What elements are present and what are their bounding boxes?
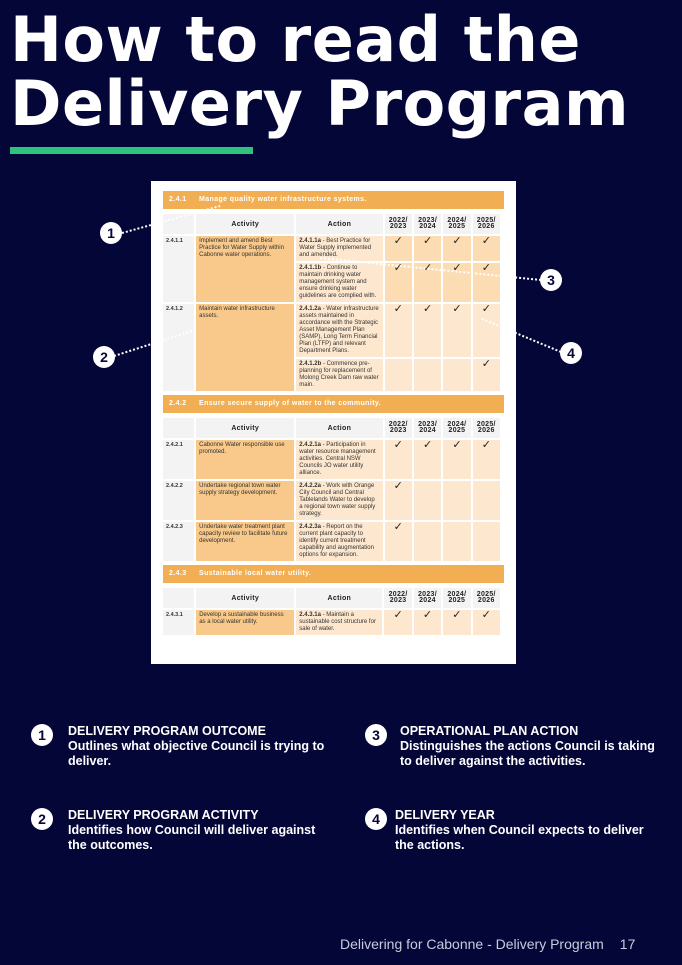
table-row: 2.4.2.3 Undertake water treatment plant capacity review to facilitate future development. 2.4.2.3a - Report on the current plant capacity to identify current treatment capability and augmentation options for expansion. ✓: [163, 522, 500, 561]
page-footer: [340, 936, 635, 952]
check-icon: ✓: [385, 304, 412, 357]
callout-line-1: [122, 206, 220, 233]
legend-heading: DELIVERY PROGRAM OUTCOME: [68, 724, 266, 738]
check-icon: ✓: [414, 263, 441, 302]
check-icon: ✓: [384, 610, 411, 635]
check-icon: ✓: [473, 359, 500, 391]
check-icon: ✓: [385, 263, 412, 302]
callout-marker-1: 1: [100, 222, 122, 244]
table-header-row: Activity Action 2022/ 2023 2023/ 2024 2024/ 2025 2025/ 2026: [163, 588, 500, 608]
callout-line-2: [114, 330, 195, 356]
legend-number: 4: [365, 808, 387, 830]
check-icon: ✓: [443, 440, 470, 479]
check-icon: ✓: [414, 610, 441, 635]
check-icon: ✓: [414, 304, 441, 357]
footer-text: Delivering for Cabonne - Delivery Program: [340, 936, 604, 952]
callout-line-4: [480, 318, 561, 352]
check-icon: ✓: [414, 440, 441, 479]
check-icon: ✓: [443, 236, 470, 261]
check-icon: ✓: [473, 236, 500, 261]
title-line-1: How to read the: [10, 3, 581, 76]
legend-text: Distinguishes the actions Council is taking to deliver against the activities.: [400, 739, 655, 768]
table-row: 2.4.1.1 Implement and amend Best Practice for Water Supply within Cabonne water operations. 2.4.1.1a - Best Practice for Water Supply implemented and amended. ✓ ✓ ✓ ✓: [163, 236, 500, 261]
callout-marker-2: 2: [93, 346, 115, 368]
legend-number: 1: [31, 724, 53, 746]
table-row: 2.4.1.2b - Commence pre-planning for replacement of Molong Creek Dam raw water main. ✓: [163, 359, 500, 391]
check-icon: ✓: [385, 522, 412, 561]
check-icon: ✓: [385, 236, 412, 261]
check-icon: ✓: [385, 440, 412, 479]
check-icon: ✓: [414, 236, 441, 261]
check-icon: ✓: [443, 263, 470, 302]
section-header: 2.4.1 Manage quality water infrastructure systems.: [163, 191, 504, 209]
legend-text: Identifies how Council will deliver against the outcomes.: [68, 823, 316, 852]
table-row: 2.4.1.1b - Continue to maintain drinking water management system and ensure drinking water guidelines are complied with. ✓ ✓ ✓ ✓: [163, 263, 500, 302]
table-row: 2.4.2.2 Undertake regional town water supply strategy development. 2.4.2.2a - Work with Orange City Council and Central Tablelands Water to develop a regional town water supply strategy. ✓: [163, 481, 500, 520]
section-header: 2.4.3 Sustainable local water utility.: [163, 565, 504, 583]
title-line-2: Delivery Program: [10, 67, 630, 140]
table-row: 2.4.3.1 Develop a sustainable business as a local water utility. 2.4.3.1a - Maintain a sustainable cost structure for sale of water. ✓ ✓ ✓ ✓: [163, 610, 500, 635]
legend-number: 2: [31, 808, 53, 830]
callout-line-3: [320, 258, 541, 280]
callout-marker-4: 4: [560, 342, 582, 364]
legend-heading: DELIVERY PROGRAM ACTIVITY: [68, 808, 259, 822]
check-icon: ✓: [473, 610, 500, 635]
callout-marker-3: 3: [540, 269, 562, 291]
table-header-row: Activity Action 2022/ 2023 2023/ 2024 2024/ 2025 2025/ 2026: [163, 418, 500, 438]
table-row: 2.4.1.2 Maintain water infrastructure assets. 2.4.1.2a - Water infrastructure assets maintained in accordance with the Strategic Asset Management Plan (SAMP), Long Term Financial Plan (LTFP) and relevant Department Plans. ✓ ✓ ✓ ✓: [163, 304, 500, 357]
check-icon: ✓: [443, 610, 470, 635]
legend-heading: OPERATIONAL PLAN ACTION: [400, 724, 579, 738]
check-icon: ✓: [473, 263, 500, 302]
check-icon: ✓: [473, 440, 500, 479]
table-header-row: Activity Action 2022/ 2023 2023/ 2024 2024/ 2025 2025/ 2026: [163, 214, 500, 234]
check-icon: ✓: [473, 304, 500, 357]
page-number: 17: [619, 936, 636, 952]
legend-text: Outlines what objective Council is trying to deliver.: [68, 739, 325, 768]
table-row: 2.4.2.1 Cabonne Water responsible use promoted. 2.4.2.1a - Participation in water resource management activities. Central NSW Councils JO water utility alliance. ✓ ✓ ✓ ✓: [163, 440, 500, 479]
legend-number: 3: [365, 724, 387, 746]
check-icon: ✓: [443, 304, 470, 357]
check-icon: ✓: [385, 481, 412, 520]
legend-text: Identifies when Council expects to deliver the actions.: [395, 823, 644, 852]
legend-heading: DELIVERY YEAR: [395, 808, 495, 822]
section-header: 2.4.2 Ensure secure supply of water to the community.: [163, 395, 504, 413]
